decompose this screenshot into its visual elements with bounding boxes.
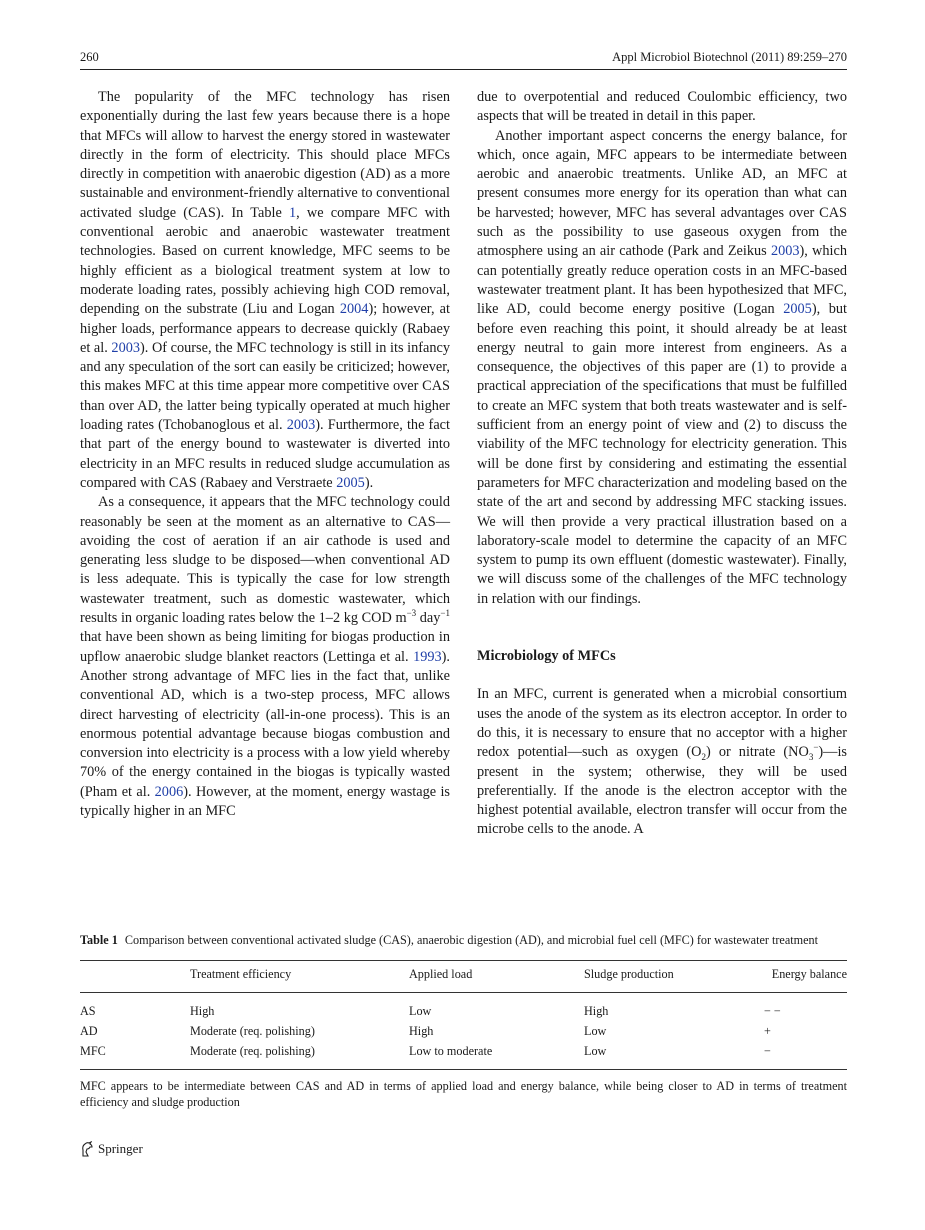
publisher-name: Springer (98, 1141, 143, 1156)
citation-link[interactable]: 2003 (111, 339, 141, 356)
page-number: 260 (80, 50, 99, 64)
paragraph-intro: The popularity of the MFC technology has risen exponentially during the last few years because there is a hope that MFCs will allow to harvest the energy stored in wastewater directly in the form of electricity. This should place MFCs directly in competition with anaerobic digestion (AD) as a more sustainable and environment-friendly alternative to conventional activated sludge (CAS). In Table 1, we compare MFC with conventional aerobic and anaerobic wastewater treatment technologies. Based on current knowledge, MFC seems to be highly efficient as a biological treatment system at low to moderate loading rates, possibly achieving high COD removal, depending on the substrate (Liu and Logan 2004); however, at higher loads, performance appears to decrease quickly (Rabaey et al. 2003). Of course, the MFC technology is still in its infancy and any speculation of the sort can easily be criticized; however, this makes MFC at this time appear more competitive over CAS than over AD, the latter being typically operated at much higher loading rates (Tchobanoglous et al. 2003). Furthermore, the fact that part of the energy bound to wastewater is diverted into electricity in an MFC results in reduced sludge accumulation as compared with CAS (Rabaey and Verstraete 2005). (80, 89, 451, 491)
table-cell: − − (764, 1004, 781, 1018)
table-cell: Low (584, 1024, 607, 1038)
paragraph-consequence: As a consequence, it appears that the MFC technology could reasonably be seen at the moment as an alternative to CAS—avoiding the cost of aeration if an air cathode is used and generating less sludge to be disposed—when conventional AD is less adequate. This is typically the case for low strength wastewater treatment, such as domestic wastewater, which results in organic loading rates below the 1–2 kg COD $m^{-3}$ day$^{-1}$ that have been shown as being limiting for biogas production in upflow anaerobic sludge blanket reactors (Lettinga et al. 1993). Another strong advantage of MFC lies in the fact that, unlike conventional AD, which is a two-step process, MFC allows direct harvesting of electricity (all-in-one process). This is an enormous potential advantage because biogas combustion and conversion into electricity is a process with a low yield whereby 70% of the energy contained in the biogas is typically wasted (Pham et al. 2006). However, at the moment, energy wastage is typically higher in an MFC (80, 494, 450, 819)
table-cell: Low (409, 1004, 432, 1018)
table-header-cell: Sludge production (584, 961, 764, 993)
table-cell: Low to moderate (409, 1041, 584, 1070)
table-row (80, 1021, 847, 1041)
table-1 (80, 932, 847, 1110)
springer-horse-icon (80, 1141, 94, 1157)
paragraph-microbiology: In an MFC, current is generated when a microbial consortium uses the anode of the system as its electron acceptor. In order to do this, it is necessary to ensure that no acceptor with a higher redox potential—such as oxygen $(O_2)$ or nitrate $(NO_3^-)—is$ present in the system; otherwise, they will be used preferentially. If the anode is the electron acceptor with the highest potential available, electron transfer will occur from the microbe cells to the anode. A (477, 686, 847, 838)
publisher-footer (80, 1141, 143, 1157)
left-column (80, 88, 450, 821)
comparison-table (80, 960, 847, 1070)
citation-link[interactable]: 2003 (286, 417, 316, 434)
citation-link[interactable]: 1993 (413, 648, 442, 665)
paragraph-continuation: due to overpotential and reduced Coulombic efficiency, two aspects that will be treated in detail in this paper. (477, 89, 847, 125)
right-column (477, 88, 847, 840)
table-cell: + (764, 1024, 771, 1038)
citation-link[interactable]: 2006 (154, 783, 184, 800)
table-header-cell: Energy balance (764, 961, 847, 993)
table-cell: Moderate (req. polishing) (190, 1024, 315, 1038)
section-heading: Microbiology of MFCs (477, 648, 616, 665)
table-row (80, 1041, 847, 1070)
table-header-cell: Applied load (409, 961, 584, 993)
table-label: Table 1 (80, 933, 118, 947)
table-ref-link[interactable]: 1 (289, 204, 297, 221)
citation-link[interactable]: 2004 (339, 301, 369, 318)
table-cell: Low (584, 1041, 764, 1070)
table-cell: AD (80, 1024, 98, 1038)
table-header-cell: Treatment efficiency (190, 961, 409, 993)
table-cell: High (409, 1024, 434, 1038)
table-cell: Moderate (req. polishing) (190, 1041, 409, 1070)
citation-link[interactable]: 2005 (783, 301, 812, 318)
table-footnote: MFC appears to be intermediate between CAS and AD in terms of applied load and energy balance, while being closer to AD in terms of treatment efficiency and sludge production (80, 1079, 847, 1109)
table-cell: − (764, 1041, 847, 1070)
header-rule (80, 69, 847, 70)
table-cell: AS (80, 1004, 96, 1018)
table-header-row (80, 961, 847, 993)
table-header-cell (80, 961, 190, 993)
table-cell: High (190, 1004, 215, 1018)
citation-link[interactable]: 2005 (336, 474, 365, 491)
journal-citation: Appl Microbiol Biotechnol (2011) 89:259–270 (612, 50, 847, 64)
table-row (80, 993, 847, 1022)
table-cell: High (584, 1004, 609, 1018)
citation-link[interactable]: 2003 (770, 243, 800, 260)
table-caption: Table 1 Comparison between conventional activated sludge (CAS), anaerobic digestion (AD), and microbial fuel cell (MFC) for wastewater treatment (80, 933, 818, 947)
paragraph-energy-balance: Another important aspect concerns the energy balance, for which, once again, MFC appears to be intermediate between aerobic and anaerobic treatments. Unlike AD, an MFC at present consumes more energy for its operation than what can be harvested; however, MFC has several advantages over CAS such as the possibility to use gaseous oxygen from the atmosphere using an air cathode (Park and Zeikus 2003), which can potentially greatly reduce operation costs in an MFC-based wastewater treatment plant. It has been hypothesized that MFC, like AD, could become energy positive (Logan 2005), but before even reaching this point, it should already be at least energy neutral to gain more interest from engineers. As a consequence, the objectives of this paper are (1) to provide a practical appreciation of the specifications that must be fulfilled to create an MFC system that both treats wastewater and is self-sufficient from an energy point of view and (2) to discuss the viability of the MFC technology for electricity generation. This will be done first by considering and estimating the essential parameters for MFC characterization and modeling based on the state of the art and second by addressing MFC stacking issues. We will then provide a very practical illustration based on a laboratory-scale model to determine the capacity of an MFC system to pump its own effluent (domestic wastewater). Finally, we will discuss some of the challenges of the MFC technology in relation with our findings. (477, 127, 847, 607)
table-cell: MFC (80, 1041, 190, 1070)
